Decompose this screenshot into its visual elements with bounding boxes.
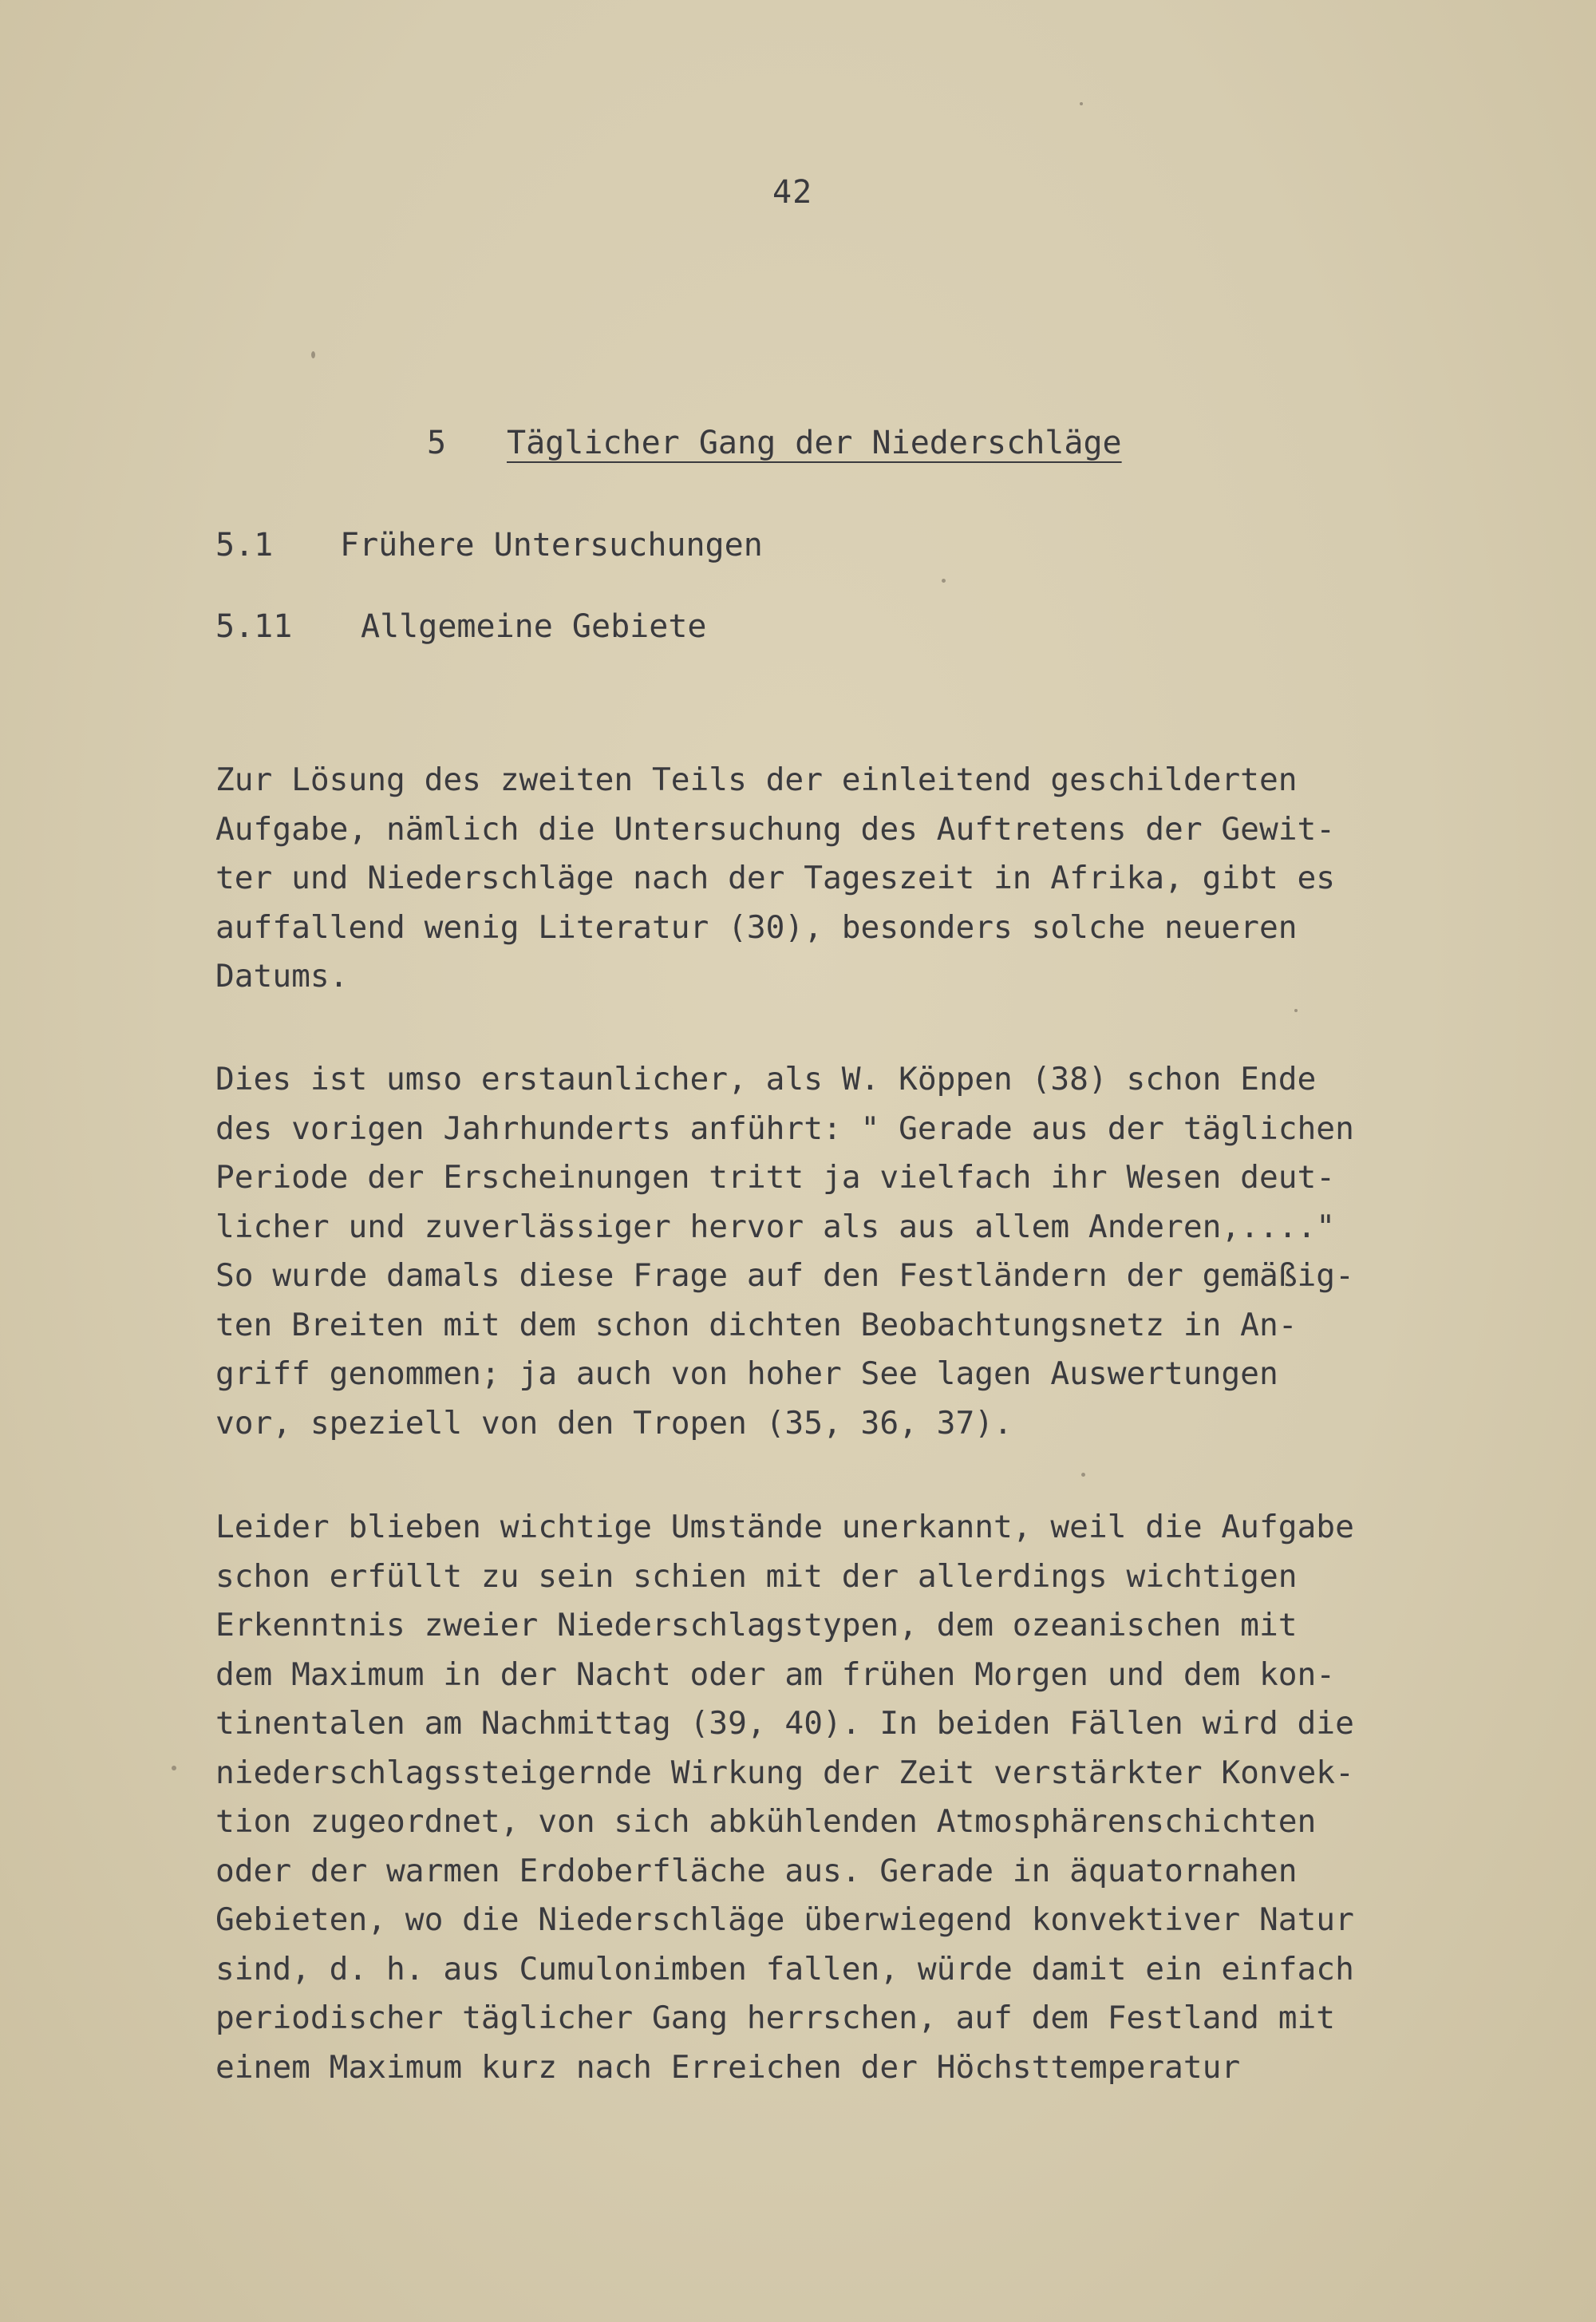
scan-speck <box>942 579 946 583</box>
text-line: griff genommen; ja auch von hoher See lagen Auswertungen <box>215 1355 1278 1392</box>
text-line: oder der warmen Erdoberfläche aus. Gerade in äquatornahen <box>215 1852 1298 1889</box>
text-line: Dies ist umso erstaunlicher, als W. Köppen (38) schon Ende <box>215 1061 1317 1098</box>
scan-speck <box>172 1766 176 1770</box>
text-line: sind, d. h. aus Cumulonimben fallen, würde damit ein einfach <box>215 1950 1354 1988</box>
text-line: einem Maximum kurz nach Erreichen der Höchsttemperatur <box>215 2048 1241 2086</box>
text-line: vor, speziell von den Tropen (35, 36, 37). <box>215 1404 1013 1442</box>
chapter-title: Täglicher Gang der Niederschläge <box>507 425 1122 461</box>
scan-speck <box>1080 102 1083 105</box>
paragraph-3 <box>215 1503 1436 2092</box>
subsection-number: 5.11 <box>215 608 293 645</box>
text-line: Leider blieben wichtige Umstände unerkannt, weil die Aufgabe <box>215 1509 1354 1545</box>
text-line: Gebieten, wo die Niederschläge überwiegend konvektiver Natur <box>215 1901 1354 1938</box>
text-line: Zur Lösung des zweiten Teils der einleitend geschilderten <box>215 761 1298 798</box>
section-number: 5.1 <box>215 527 274 564</box>
subsection-title: Allgemeine Gebiete <box>361 608 707 645</box>
paragraph-2 <box>215 1055 1436 1448</box>
text-line: Datums. <box>215 958 349 995</box>
paragraph-1 <box>215 756 1436 1002</box>
text-line: ter und Niederschläge nach der Tageszeit in Afrika, gibt es <box>215 860 1336 896</box>
section-heading <box>215 527 763 564</box>
text-line: tion zugeordnet, von sich abkühlenden Atmosphärenschichten <box>215 1803 1317 1840</box>
section-title: Frühere Untersuchungen <box>340 527 763 564</box>
text-line: ten Breiten mit dem schon dichten Beobachtungsnetz in An- <box>215 1306 1298 1343</box>
text-line: licher und zuverlässiger hervor als aus allem Anderen,...." <box>215 1208 1336 1245</box>
text-line: Periode der Erscheinungen tritt ja vielfach ihr Wesen deut- <box>215 1159 1336 1196</box>
text-line: schon erfüllt zu sein schien mit der allerdings wichtigen <box>215 1557 1298 1595</box>
text-line: des vorigen Jahrhunderts anführt: " Gerade aus der täglichen <box>215 1110 1354 1147</box>
text-line: dem Maximum in der Nacht oder am frühen Morgen und dem kon- <box>215 1655 1336 1693</box>
chapter-number: 5 <box>427 425 447 461</box>
page-number: 42 <box>772 174 813 211</box>
chapter-heading <box>427 425 1122 461</box>
text-line: periodischer täglicher Gang herrschen, auf dem Festland mit <box>215 2000 1336 2036</box>
scan-speck <box>311 351 315 358</box>
scan-speck <box>1294 1009 1298 1012</box>
text-line: tinentalen am Nachmittag (39, 40). In beiden Fällen wird die <box>215 1705 1354 1742</box>
scan-speck <box>1081 1473 1085 1477</box>
text-line: auffallend wenig Literatur (30), besonders solche neueren <box>215 908 1298 946</box>
text-line: So wurde damals diese Frage auf den Festländern der gemäßig- <box>215 1257 1354 1294</box>
text-line: Aufgabe, nämlich die Untersuchung des Auftretens der Gewit- <box>215 810 1336 848</box>
text-line: Erkenntnis zweier Niederschlagstypen, dem ozeanischen mit <box>215 1607 1298 1644</box>
text-line: niederschlagssteigernde Wirkung der Zeit verstärkter Konvek- <box>215 1754 1354 1791</box>
subsection-heading <box>215 608 706 645</box>
